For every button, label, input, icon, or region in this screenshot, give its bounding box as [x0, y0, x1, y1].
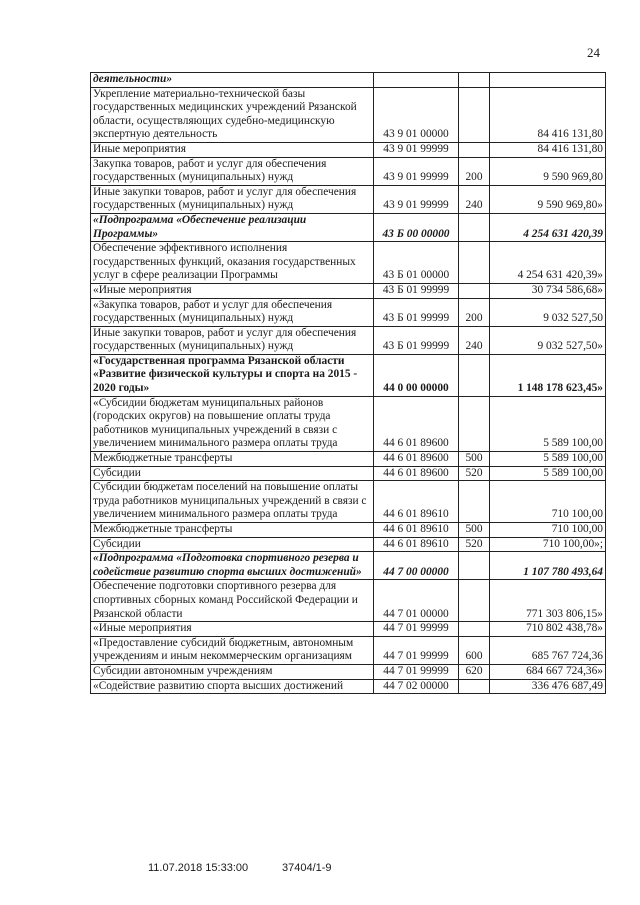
table-row [91, 185, 606, 213]
row-sum-cell: 9 590 969,80 [490, 157, 606, 185]
table-row [91, 466, 606, 481]
row-code-cell: 44 6 01 89610 [374, 537, 459, 552]
row-kvr-cell: 500 [459, 452, 490, 467]
row-code-cell [374, 73, 459, 88]
table-row [91, 213, 606, 241]
row-name-cell: Иные мероприятия [91, 142, 374, 157]
budget-table [90, 72, 606, 694]
budget-table-body [91, 73, 606, 694]
row-name-cell: Иные закупки товаров, работ и услуг для обеспечения государственных (муниципальных) нужд [91, 326, 374, 354]
table-row [91, 664, 606, 679]
table-row [91, 283, 606, 298]
row-code-cell: 44 6 01 89600 [374, 466, 459, 481]
page-number: 24 [587, 45, 600, 60]
table-row [91, 679, 606, 694]
table-row [91, 298, 606, 326]
row-kvr-cell: 500 [459, 523, 490, 538]
table-row [91, 87, 606, 142]
row-kvr-cell: 620 [459, 664, 490, 679]
row-kvr-cell [459, 354, 490, 396]
table-row [91, 622, 606, 637]
row-sum-cell: 685 767 724,36 [490, 636, 606, 664]
row-kvr-cell: 520 [459, 537, 490, 552]
row-kvr-cell [459, 213, 490, 241]
row-code-cell: 43 9 01 99999 [374, 142, 459, 157]
row-code-cell: 43 Б 01 99999 [374, 298, 459, 326]
row-sum-cell: 684 667 724,36» [490, 664, 606, 679]
row-name-cell: «Подпрограмма «Обеспечение реализации Программы» [91, 213, 374, 241]
row-name-cell: «Содействие развитию спорта высших достижений [91, 679, 374, 694]
row-kvr-cell [459, 679, 490, 694]
row-name-cell: Обеспечение подготовки спортивного резерва для спортивных сборных команд Российской Федерации и Рязанской области [91, 580, 374, 622]
row-code-cell: 43 Б 01 99999 [374, 326, 459, 354]
row-sum-cell: 771 303 806,15» [490, 580, 606, 622]
table-row [91, 73, 606, 88]
row-sum-cell: 9 590 969,80» [490, 185, 606, 213]
row-kvr-cell: 520 [459, 466, 490, 481]
row-kvr-cell: 200 [459, 157, 490, 185]
table-row [91, 242, 606, 284]
row-name-cell: Субсидии автономным учреждениям [91, 664, 374, 679]
row-kvr-cell [459, 73, 490, 88]
row-code-cell: 44 7 01 99999 [374, 664, 459, 679]
row-kvr-cell: 200 [459, 298, 490, 326]
row-name-cell: Субсидии бюджетам поселений на повышение оплаты труда работников муниципальных учреждений в связи с увеличением минимального размера оплаты труда [91, 481, 374, 523]
row-name-cell: «Иные мероприятия [91, 622, 374, 637]
row-sum-cell: 5 589 100,00 [490, 452, 606, 467]
row-code-cell: 44 7 02 00000 [374, 679, 459, 694]
row-code-cell: 44 7 01 99999 [374, 622, 459, 637]
row-code-cell: 44 6 01 89600 [374, 396, 459, 451]
row-code-cell: 44 6 01 89610 [374, 523, 459, 538]
table-row [91, 354, 606, 396]
row-kvr-cell: 600 [459, 636, 490, 664]
row-name-cell: Закупка товаров, работ и услуг для обеспечения государственных (муниципальных) нужд [91, 157, 374, 185]
row-kvr-cell [459, 396, 490, 451]
row-sum-cell: 4 254 631 420,39» [490, 242, 606, 284]
table-row [91, 326, 606, 354]
row-kvr-cell [459, 622, 490, 637]
row-kvr-cell [459, 481, 490, 523]
row-name-cell: Иные закупки товаров, работ и услуг для обеспечения государственных (муниципальных) нужд [91, 185, 374, 213]
footer-timestamp: 11.07.2018 15:33:00 [148, 862, 249, 874]
row-sum-cell: 1 148 178 623,45» [490, 354, 606, 396]
row-code-cell: 44 0 00 00000 [374, 354, 459, 396]
row-name-cell: «Предоставление субсидий бюджетным, автономным учреждениям и иным некоммерческим организациям [91, 636, 374, 664]
row-kvr-cell [459, 242, 490, 284]
row-kvr-cell [459, 142, 490, 157]
row-code-cell: 43 9 01 99999 [374, 185, 459, 213]
row-code-cell: 44 6 01 89610 [374, 481, 459, 523]
row-code-cell: 44 7 00 00000 [374, 552, 459, 580]
row-kvr-cell [459, 283, 490, 298]
row-code-cell: 43 9 01 00000 [374, 87, 459, 142]
row-kvr-cell: 240 [459, 185, 490, 213]
row-sum-cell: 5 589 100,00 [490, 396, 606, 451]
row-name-cell: Межбюджетные трансферты [91, 523, 374, 538]
row-name-cell: Укрепление материально-технической базы государственных медицинских учреждений Рязанской области, осуществляющих судебно-медицинскую экспертную деятельность [91, 87, 374, 142]
row-code-cell: 43 Б 01 99999 [374, 283, 459, 298]
row-name-cell: деятельности» [91, 73, 374, 88]
row-sum-cell: 4 254 631 420,39 [490, 213, 606, 241]
table-row [91, 523, 606, 538]
row-sum-cell: 84 416 131,80 [490, 87, 606, 142]
row-sum-cell: 710 100,00»; [490, 537, 606, 552]
row-kvr-cell [459, 87, 490, 142]
table-row [91, 452, 606, 467]
table-row [91, 396, 606, 451]
row-name-cell: Субсидии [91, 537, 374, 552]
row-sum-cell: 9 032 527,50 [490, 298, 606, 326]
row-sum-cell: 1 107 780 493,64 [490, 552, 606, 580]
row-code-cell: 44 7 01 00000 [374, 580, 459, 622]
row-kvr-cell [459, 580, 490, 622]
row-name-cell: Межбюджетные трансферты [91, 452, 374, 467]
row-name-cell: Обеспечение эффективного исполнения государственных функций, оказания государственных услуг в сфере реализации Программы [91, 242, 374, 284]
table-row [91, 537, 606, 552]
row-code-cell: 43 9 01 99999 [374, 157, 459, 185]
row-sum-cell: 336 476 687,49 [490, 679, 606, 694]
row-name-cell: «Иные мероприятия [91, 283, 374, 298]
table-row [91, 142, 606, 157]
row-sum-cell: 710 100,00 [490, 481, 606, 523]
row-sum-cell: 710 100,00 [490, 523, 606, 538]
row-name-cell: «Закупка товаров, работ и услуг для обеспечения государственных (муниципальных) нужд [91, 298, 374, 326]
row-sum-cell: 84 416 131,80 [490, 142, 606, 157]
row-kvr-cell [459, 552, 490, 580]
row-sum-cell: 5 589 100,00 [490, 466, 606, 481]
row-name-cell: «Субсидии бюджетам муниципальных районов (городских округов) на повышение оплаты труда работников муниципальных учреждений в связи с увеличением минимального размера оплаты труда [91, 396, 374, 451]
table-row [91, 552, 606, 580]
row-kvr-cell: 240 [459, 326, 490, 354]
row-code-cell: 44 7 01 99999 [374, 636, 459, 664]
table-row [91, 636, 606, 664]
row-name-cell: «Подпрограмма «Подготовка спортивного резерва и содействие развитию спорта высших достижений» [91, 552, 374, 580]
footer-document-id: 37404/1-9 [282, 862, 332, 874]
row-code-cell: 44 6 01 89600 [374, 452, 459, 467]
row-code-cell: 43 Б 01 00000 [374, 242, 459, 284]
row-sum-cell: 710 802 438,78» [490, 622, 606, 637]
row-name-cell: Субсидии [91, 466, 374, 481]
row-sum-cell [490, 73, 606, 88]
table-row [91, 481, 606, 523]
row-sum-cell: 9 032 527,50» [490, 326, 606, 354]
table-row [91, 580, 606, 622]
row-sum-cell: 30 734 586,68» [490, 283, 606, 298]
row-name-cell: «Государственная программа Рязанской области «Развитие физической культуры и спорта на 2015 - 2020 годы» [91, 354, 374, 396]
row-code-cell: 43 Б 00 00000 [374, 213, 459, 241]
table-row [91, 157, 606, 185]
